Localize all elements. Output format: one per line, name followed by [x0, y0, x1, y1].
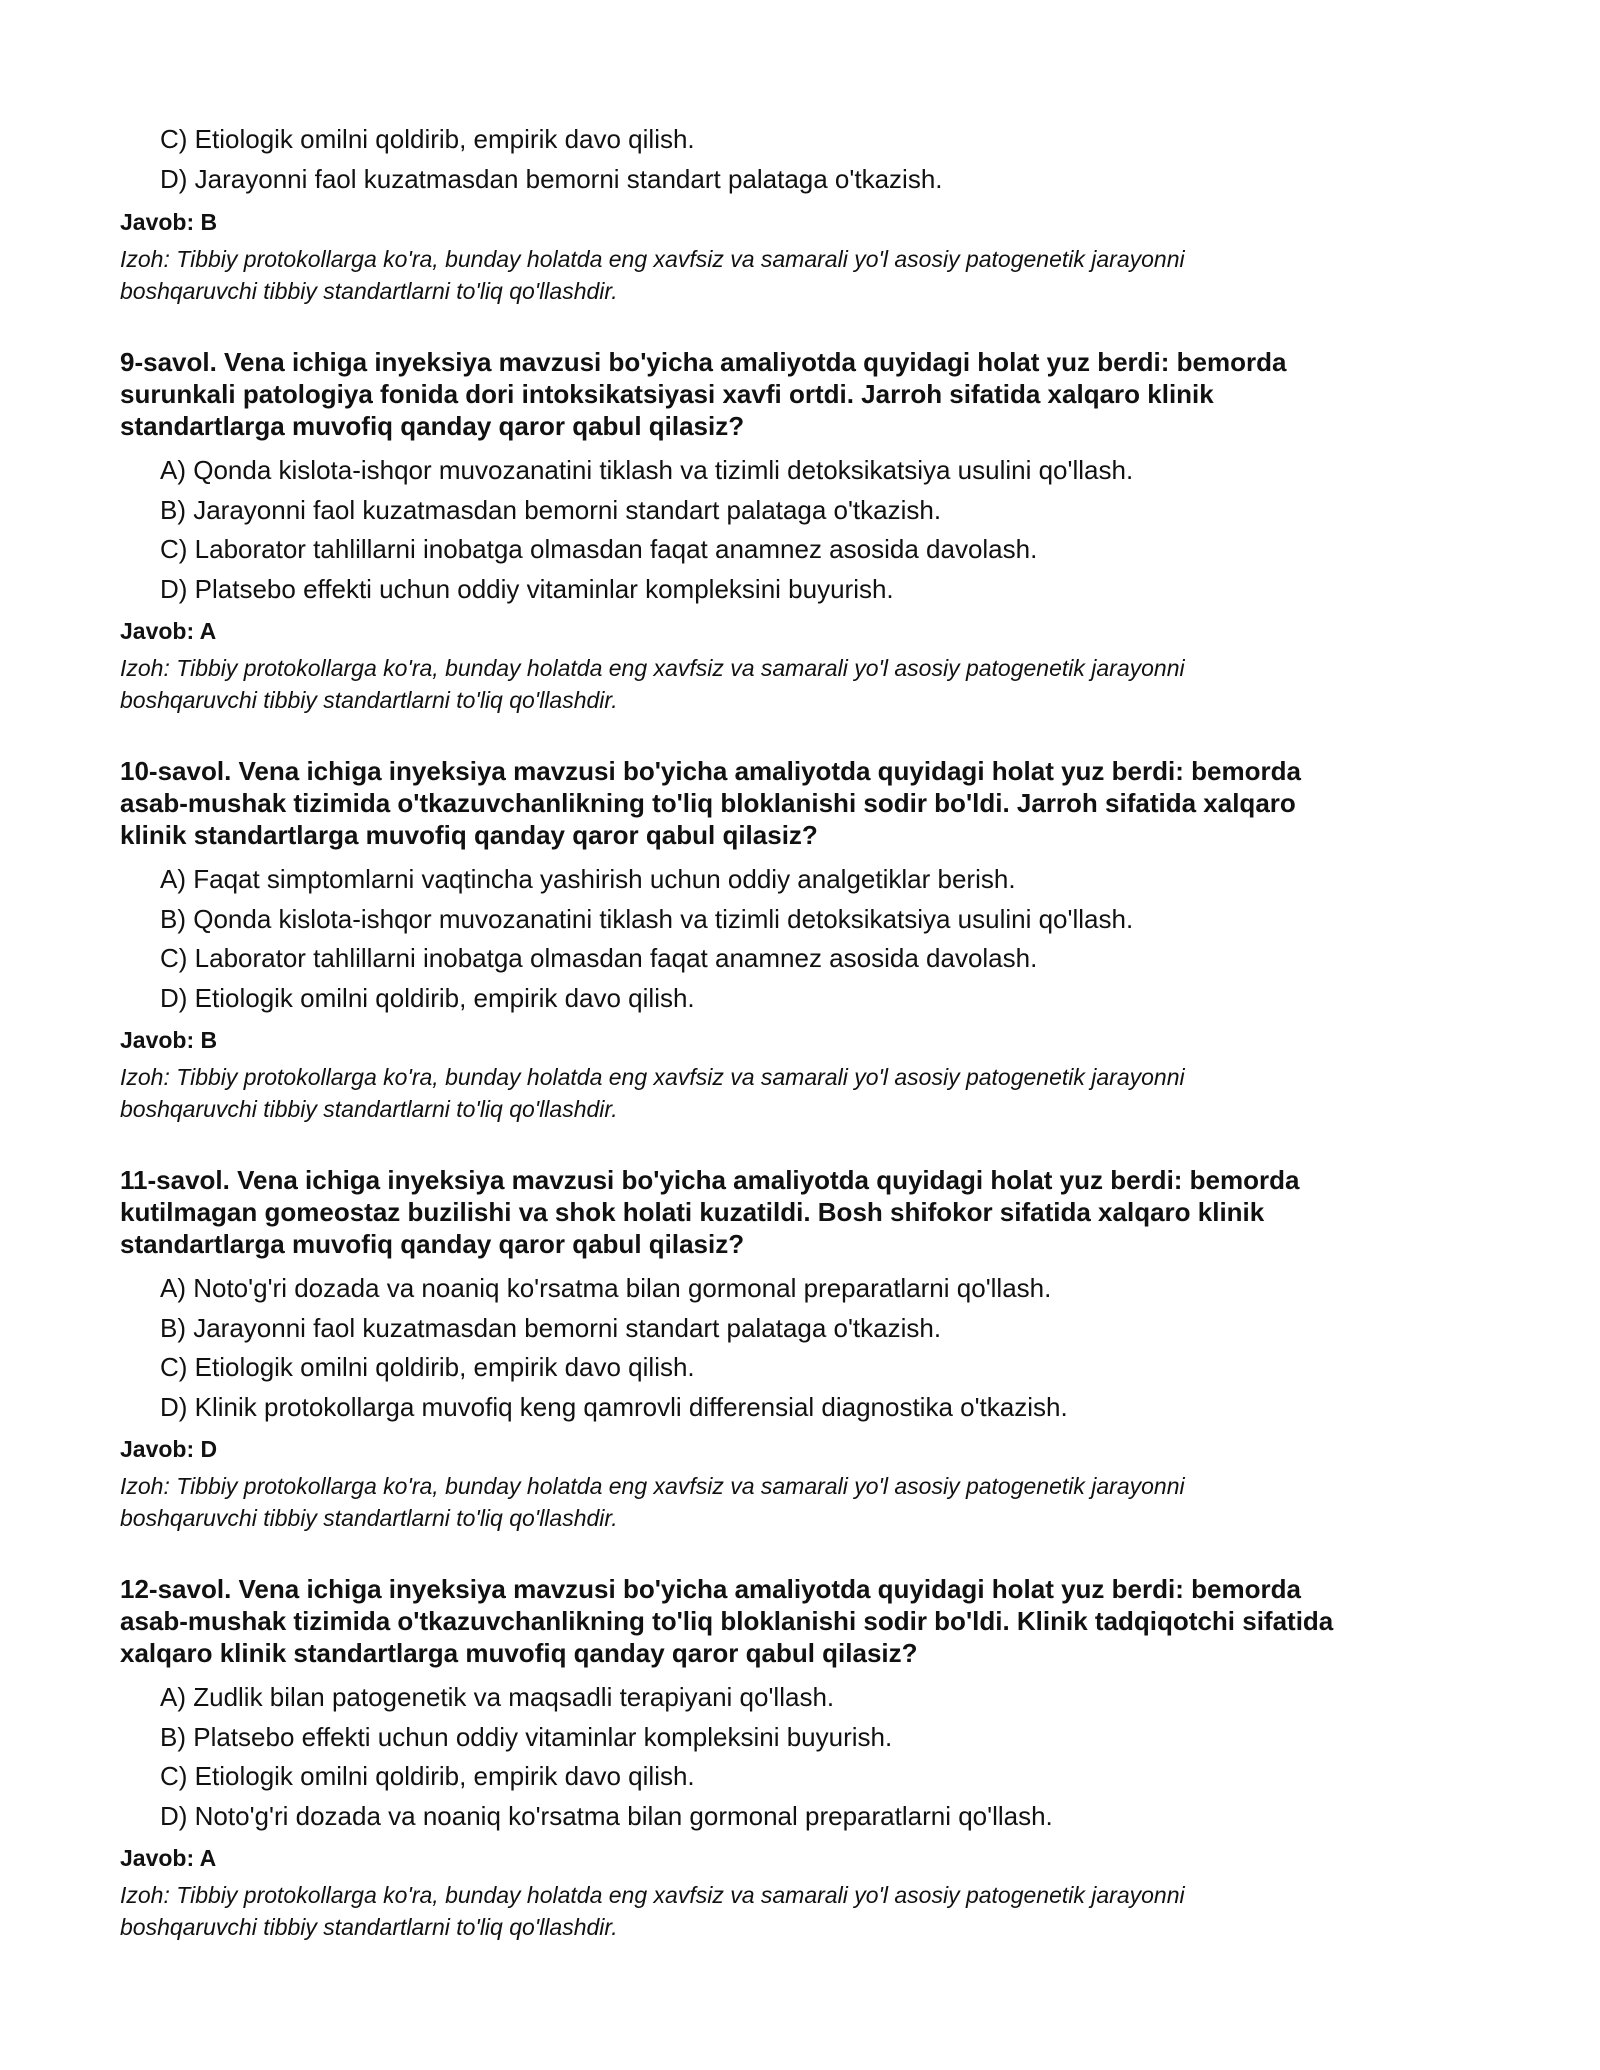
answer-option: D) Noto'g'ri dozada va noaniq ko'rsatma bilan gormonal preparatlarni qo'llash.: [160, 1801, 1053, 1831]
question-title: [120, 346, 1500, 442]
question-title-line: standartlarga muvofiq qanday qaror qabul qilasiz?: [120, 411, 745, 441]
correct-answer: Javob: A: [120, 618, 217, 644]
correct-answer: Javob: D: [120, 1436, 218, 1462]
question-title-line: 12-savol. Vena ichiga inyeksiya mavzusi bo'yicha amaliyotda quyidagi holat yuz berdi: bemorda: [120, 1574, 1301, 1604]
question-title-line: standartlarga muvofiq qanday qaror qabul qilasiz?: [120, 1229, 745, 1259]
question-title-line: klinik standartlarga muvofiq qanday qaror qabul qilasiz?: [120, 820, 818, 850]
answer-option: D) Klinik protokollarga muvofiq keng qamrovli differensial diagnostika o'tkazish.: [160, 1392, 1068, 1422]
explanation-line: Izoh: Tibbiy protokollarga ko'ra, bunday holatda eng xavfsiz va samarali yo'l asosiy patogenetik jarayonni: [120, 246, 1185, 272]
explanation-line: boshqaruvchi tibbiy standartlarni to'liq qo'llashdir.: [120, 1505, 618, 1531]
question-title: [120, 1573, 1500, 1669]
question-title-line: 9-savol. Vena ichiga inyeksiya mavzusi bo'yicha amaliyotda quyidagi holat yuz berdi: bemorda: [120, 347, 1287, 377]
question-title: [120, 1164, 1500, 1260]
answer-option: C) Etiologik omilni qoldirib, empirik davo qilish.: [160, 124, 695, 154]
correct-answer: Javob: B: [120, 1027, 218, 1053]
explanation-line: Izoh: Tibbiy protokollarga ko'ra, bunday holatda eng xavfsiz va samarali yo'l asosiy patogenetik jarayonni: [120, 1473, 1185, 1499]
question-title-line: asab-mushak tizimida o'tkazuvchanlikning to'liq bloklanishi sodir bo'ldi. Klinik tadqiqotchi sifatida: [120, 1606, 1334, 1636]
answer-option: A) Qonda kislota-ishqor muvozanatini tiklash va tizimli detoksikatsiya usulini qo'llash.: [160, 455, 1134, 485]
explanation-line: Izoh: Tibbiy protokollarga ko'ra, bunday holatda eng xavfsiz va samarali yo'l asosiy patogenetik jarayonni: [120, 655, 1185, 681]
correct-answer: Javob: A: [120, 1845, 217, 1871]
answer-option: B) Platsebo effekti uchun oddiy vitaminlar kompleksini buyurish.: [160, 1722, 893, 1752]
explanation-line: boshqaruvchi tibbiy standartlarni to'liq qo'llashdir.: [120, 278, 618, 304]
explanation-line: boshqaruvchi tibbiy standartlarni to'liq qo'llashdir.: [120, 1096, 618, 1122]
answer-option: D) Etiologik omilni qoldirib, empirik davo qilish.: [160, 983, 695, 1013]
question-title-line: 10-savol. Vena ichiga inyeksiya mavzusi bo'yicha amaliyotda quyidagi holat yuz berdi: bemorda: [120, 756, 1301, 786]
correct-answer: Javob: B: [120, 209, 218, 235]
answer-option: A) Faqat simptomlarni vaqtincha yashirish uchun oddiy analgetiklar berish.: [160, 864, 1016, 894]
explanation-line: Izoh: Tibbiy protokollarga ko'ra, bunday holatda eng xavfsiz va samarali yo'l asosiy patogenetik jarayonni: [120, 1064, 1185, 1090]
explanation-note: [120, 243, 1480, 307]
answer-option: B) Jarayonni faol kuzatmasdan bemorni standart palataga o'tkazish.: [160, 495, 942, 525]
answer-option: D) Jarayonni faol kuzatmasdan bemorni standart palataga o'tkazish.: [160, 164, 943, 194]
answer-option: A) Zudlik bilan patogenetik va maqsadli terapiyani qo'llash.: [160, 1682, 835, 1712]
explanation-note: [120, 1470, 1480, 1534]
question-title-line: asab-mushak tizimida o'tkazuvchanlikning to'liq bloklanishi sodir bo'ldi. Jarroh sifatida xalqaro: [120, 788, 1296, 818]
question-title-line: surunkali patologiya fonida dori intoksikatsiyasi xavfi ortdi. Jarroh sifatida xalqaro klinik: [120, 379, 1214, 409]
answer-option: A) Noto'g'ri dozada va noaniq ko'rsatma bilan gormonal preparatlarni qo'llash.: [160, 1273, 1052, 1303]
answer-option: B) Jarayonni faol kuzatmasdan bemorni standart palataga o'tkazish.: [160, 1313, 942, 1343]
explanation-line: Izoh: Tibbiy protokollarga ko'ra, bunday holatda eng xavfsiz va samarali yo'l asosiy patogenetik jarayonni: [120, 1882, 1185, 1908]
answer-option: D) Platsebo effekti uchun oddiy vitaminlar kompleksini buyurish.: [160, 574, 894, 604]
explanation-note: [120, 652, 1480, 716]
question-title-line: kutilmagan gomeostaz buzilishi va shok holati kuzatildi. Bosh shifokor sifatida xalqaro klinik: [120, 1197, 1265, 1227]
answer-option: C) Laborator tahlillarni inobatga olmasdan faqat anamnez asosida davolash.: [160, 534, 1038, 564]
explanation-note: [120, 1061, 1480, 1125]
answer-option: C) Etiologik omilni qoldirib, empirik davo qilish.: [160, 1761, 695, 1791]
question-title: [120, 755, 1500, 851]
question-title-line: xalqaro klinik standartlarga muvofiq qanday qaror qabul qilasiz?: [120, 1638, 918, 1668]
explanation-line: boshqaruvchi tibbiy standartlarni to'liq qo'llashdir.: [120, 687, 618, 713]
answer-option: C) Etiologik omilni qoldirib, empirik davo qilish.: [160, 1352, 695, 1382]
explanation-note: [120, 1879, 1480, 1943]
answer-option: B) Qonda kislota-ishqor muvozanatini tiklash va tizimli detoksikatsiya usulini qo'llash.: [160, 904, 1134, 934]
answer-option: C) Laborator tahlillarni inobatga olmasdan faqat anamnez asosida davolash.: [160, 943, 1038, 973]
explanation-line: boshqaruvchi tibbiy standartlarni to'liq qo'llashdir.: [120, 1914, 618, 1940]
question-title-line: 11-savol. Vena ichiga inyeksiya mavzusi bo'yicha amaliyotda quyidagi holat yuz berdi: bemorda: [120, 1165, 1300, 1195]
